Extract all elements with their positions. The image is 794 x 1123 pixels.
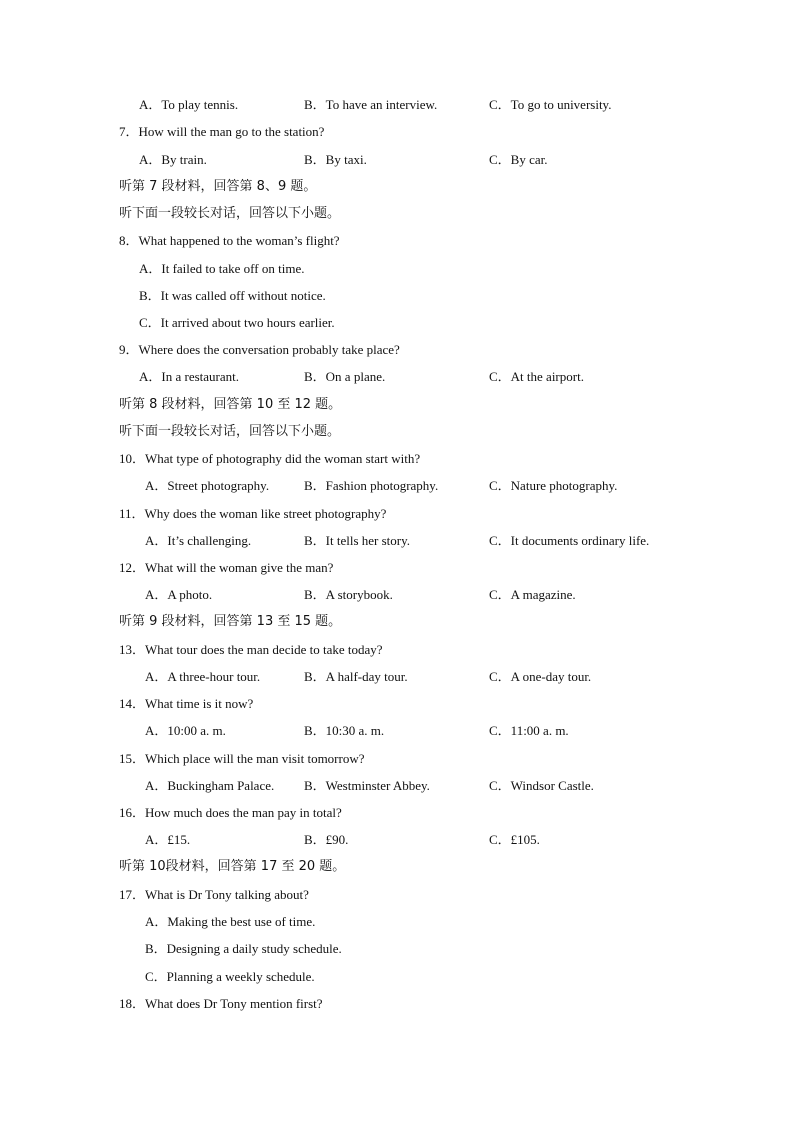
option-b: B．To have an interview. [304, 97, 438, 112]
question: 12．What will the woman give the man? [119, 560, 334, 575]
option-c: C．It documents ordinary life. [489, 533, 650, 548]
option-line: A．It failed to take off on time. [139, 261, 305, 276]
option-b: B．£90. [304, 832, 349, 847]
section-instruction: 听第 10段材料，回答第 17 至 20 题。 [119, 859, 346, 874]
option-b: B．It tells her story. [304, 533, 411, 548]
option-b: B．By taxi. [304, 152, 367, 167]
option-c: C．To go to university. [489, 97, 612, 112]
question: 16．How much does the man pay in total? [119, 805, 342, 820]
question: 14．What time is it now? [119, 696, 254, 711]
option-a: A．It’s challenging. [145, 533, 252, 548]
option-a: A．A photo. [145, 587, 213, 602]
question: 8．What happened to the woman’s flight? [119, 233, 340, 248]
option-c: C．Nature photography. [489, 478, 618, 493]
option-a: A．£15. [145, 832, 191, 847]
option-c: C．At the airport. [489, 369, 584, 384]
question: 9．Where does the conversation probably take place? [119, 342, 400, 357]
option-line: C．Planning a weekly schedule. [145, 969, 315, 984]
option-a: A．By train. [139, 152, 207, 167]
option-c: C．A magazine. [489, 587, 576, 602]
question: 10．What type of photography did the woman start with? [119, 451, 421, 466]
option-line: A．Making the best use of time. [145, 914, 316, 929]
question: 11．Why does the woman like street photography? [119, 506, 387, 521]
option-a: A．To play tennis. [139, 97, 239, 112]
option-c: C．Windsor Castle. [489, 778, 594, 793]
section-instruction: 听第 8 段材料，回答第 10 至 12 题。 [119, 397, 342, 412]
option-b: B．10:30 a. m. [304, 723, 385, 738]
question: 13．What tour does the man decide to take today? [119, 642, 383, 657]
option-line: C．It arrived about two hours earlier. [139, 315, 335, 330]
section-instruction: 听下面一段较长对话，回答以下小题。 [119, 424, 341, 439]
option-a: A．A three-hour tour. [145, 669, 261, 684]
option-c: C．A one-day tour. [489, 669, 592, 684]
option-b: B．A storybook. [304, 587, 393, 602]
option-a: A．Street photography. [145, 478, 270, 493]
question: 17．What is Dr Tony talking about? [119, 887, 309, 902]
option-b: B．On a plane. [304, 369, 386, 384]
question: 7．How will the man go to the station? [119, 124, 325, 139]
section-instruction: 听下面一段较长对话，回答以下小题。 [119, 206, 341, 221]
section-instruction: 听第 9 段材料，回答第 13 至 15 题。 [119, 614, 342, 629]
option-c: C．11:00 a. m. [489, 723, 569, 738]
section-instruction: 听第 7 段材料，回答第 8、9 题。 [119, 179, 317, 194]
option-a: A．Buckingham Palace. [145, 778, 275, 793]
option-b: B．Fashion photography. [304, 478, 439, 493]
option-a: A．10:00 a. m. [145, 723, 226, 738]
option-line: B．Designing a daily study schedule. [145, 941, 342, 956]
option-a: A．In a restaurant. [139, 369, 239, 384]
question: 18．What does Dr Tony mention first? [119, 996, 323, 1011]
option-b: B．A half-day tour. [304, 669, 408, 684]
option-b: B．Westminster Abbey. [304, 778, 430, 793]
option-c: C．By car. [489, 152, 548, 167]
option-line: B．It was called off without notice. [139, 288, 326, 303]
question: 15．Which place will the man visit tomorrow? [119, 751, 365, 766]
option-c: C．£105. [489, 832, 540, 847]
